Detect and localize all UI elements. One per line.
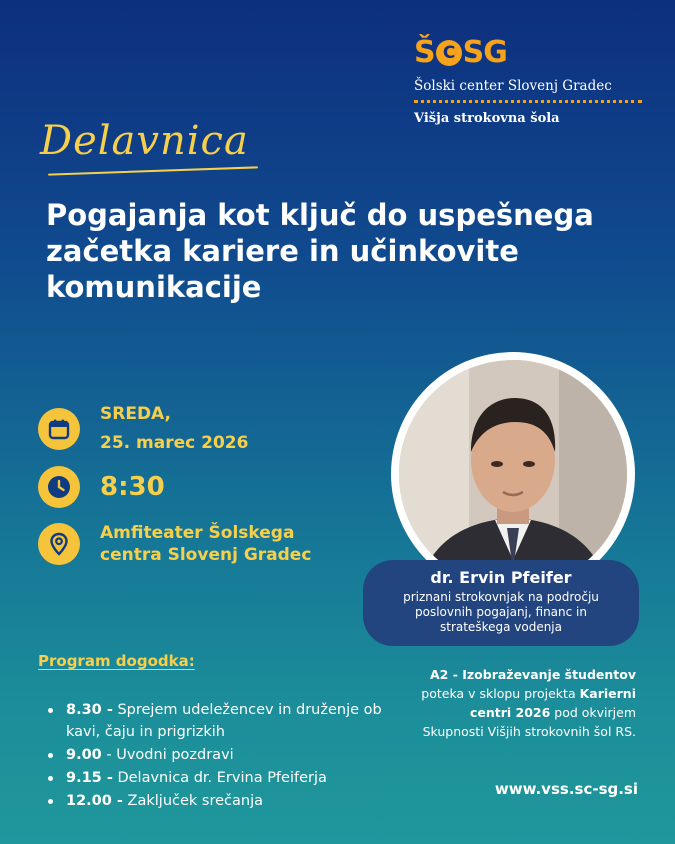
event-place	[100, 522, 311, 566]
logo-mark-prefix: Š	[414, 35, 435, 70]
location-pin-icon	[38, 523, 80, 565]
logo-mark-suffix: SG	[462, 35, 507, 70]
speaker-name: dr. Ervin Pfeifer	[430, 568, 572, 587]
program-item-time: 9.15 -	[66, 770, 113, 786]
kicker-underline	[48, 166, 258, 175]
program-item-text: - Uvodni pozdravi	[101, 747, 234, 763]
program-item	[48, 699, 388, 743]
project-note-text-2: pod okvirjem Skupnosti Višjih strokovnih šol RS.	[422, 705, 636, 739]
project-note-text-1: poteka v sklopu projekta	[421, 686, 580, 701]
logo-school-name: Višja strokovna šola	[414, 111, 560, 126]
program-item-time: 12.00 -	[66, 793, 123, 809]
logo-mark-circle: C	[436, 40, 462, 66]
project-note	[418, 665, 636, 741]
website-url: www.vss.sc-sg.si	[494, 780, 638, 798]
event-date-text	[100, 400, 248, 458]
program-heading: Program dogodka:	[38, 652, 195, 670]
program-item-time: 8.30 -	[66, 702, 113, 718]
speaker-description-line-3: strateškega vodenja	[439, 620, 562, 634]
calendar-icon	[38, 408, 80, 450]
speaker-photo	[399, 360, 627, 588]
event-type-kicker: Delavnica	[40, 118, 249, 164]
logo-organization: Šolski center Slovenj Gradec	[414, 78, 612, 94]
event-day: SREDA,	[100, 404, 171, 424]
program-item	[48, 744, 388, 766]
event-date-row	[38, 400, 248, 458]
program-item-text: Zaključek srečanja	[122, 793, 263, 809]
program-item-text: Delavnica dr. Ervina Pfeiferja	[112, 770, 327, 786]
program-item	[48, 767, 388, 789]
logo-mark	[414, 35, 654, 70]
program-item	[48, 790, 388, 812]
logo-dotted-divider	[414, 100, 642, 103]
event-time: 8:30	[100, 472, 165, 502]
clock-icon	[38, 466, 80, 508]
school-logo	[414, 35, 654, 126]
speaker-description	[363, 590, 639, 635]
event-place-line-1: Amfiteater Šolskega	[100, 523, 295, 543]
speaker-description-line-1: priznani strokovnjak na področju	[403, 590, 599, 604]
project-note-bold-1: A2 - Izobraževanje študentov	[429, 667, 636, 682]
speaker-card	[363, 560, 639, 646]
event-place-row	[38, 522, 311, 566]
event-date: 25. marec 2026	[100, 433, 249, 453]
program-list	[48, 699, 388, 813]
program-item-time: 9.00	[66, 747, 102, 763]
program-item-text: Sprejem udeležencev in druženje ob kavi, čaju in prigrizkih	[66, 702, 382, 740]
event-place-line-2: centra Slovenj Gradec	[100, 545, 312, 565]
event-title: Pogajanja kot ključ do uspešnega začetka kariere in učinkovite komunikacije	[46, 198, 594, 304]
project-note-bold-2: Karierni centri 2026	[469, 686, 636, 720]
event-time-row	[38, 466, 165, 508]
speaker-description-line-2: poslovnih pogajanj, financ in	[414, 605, 587, 619]
